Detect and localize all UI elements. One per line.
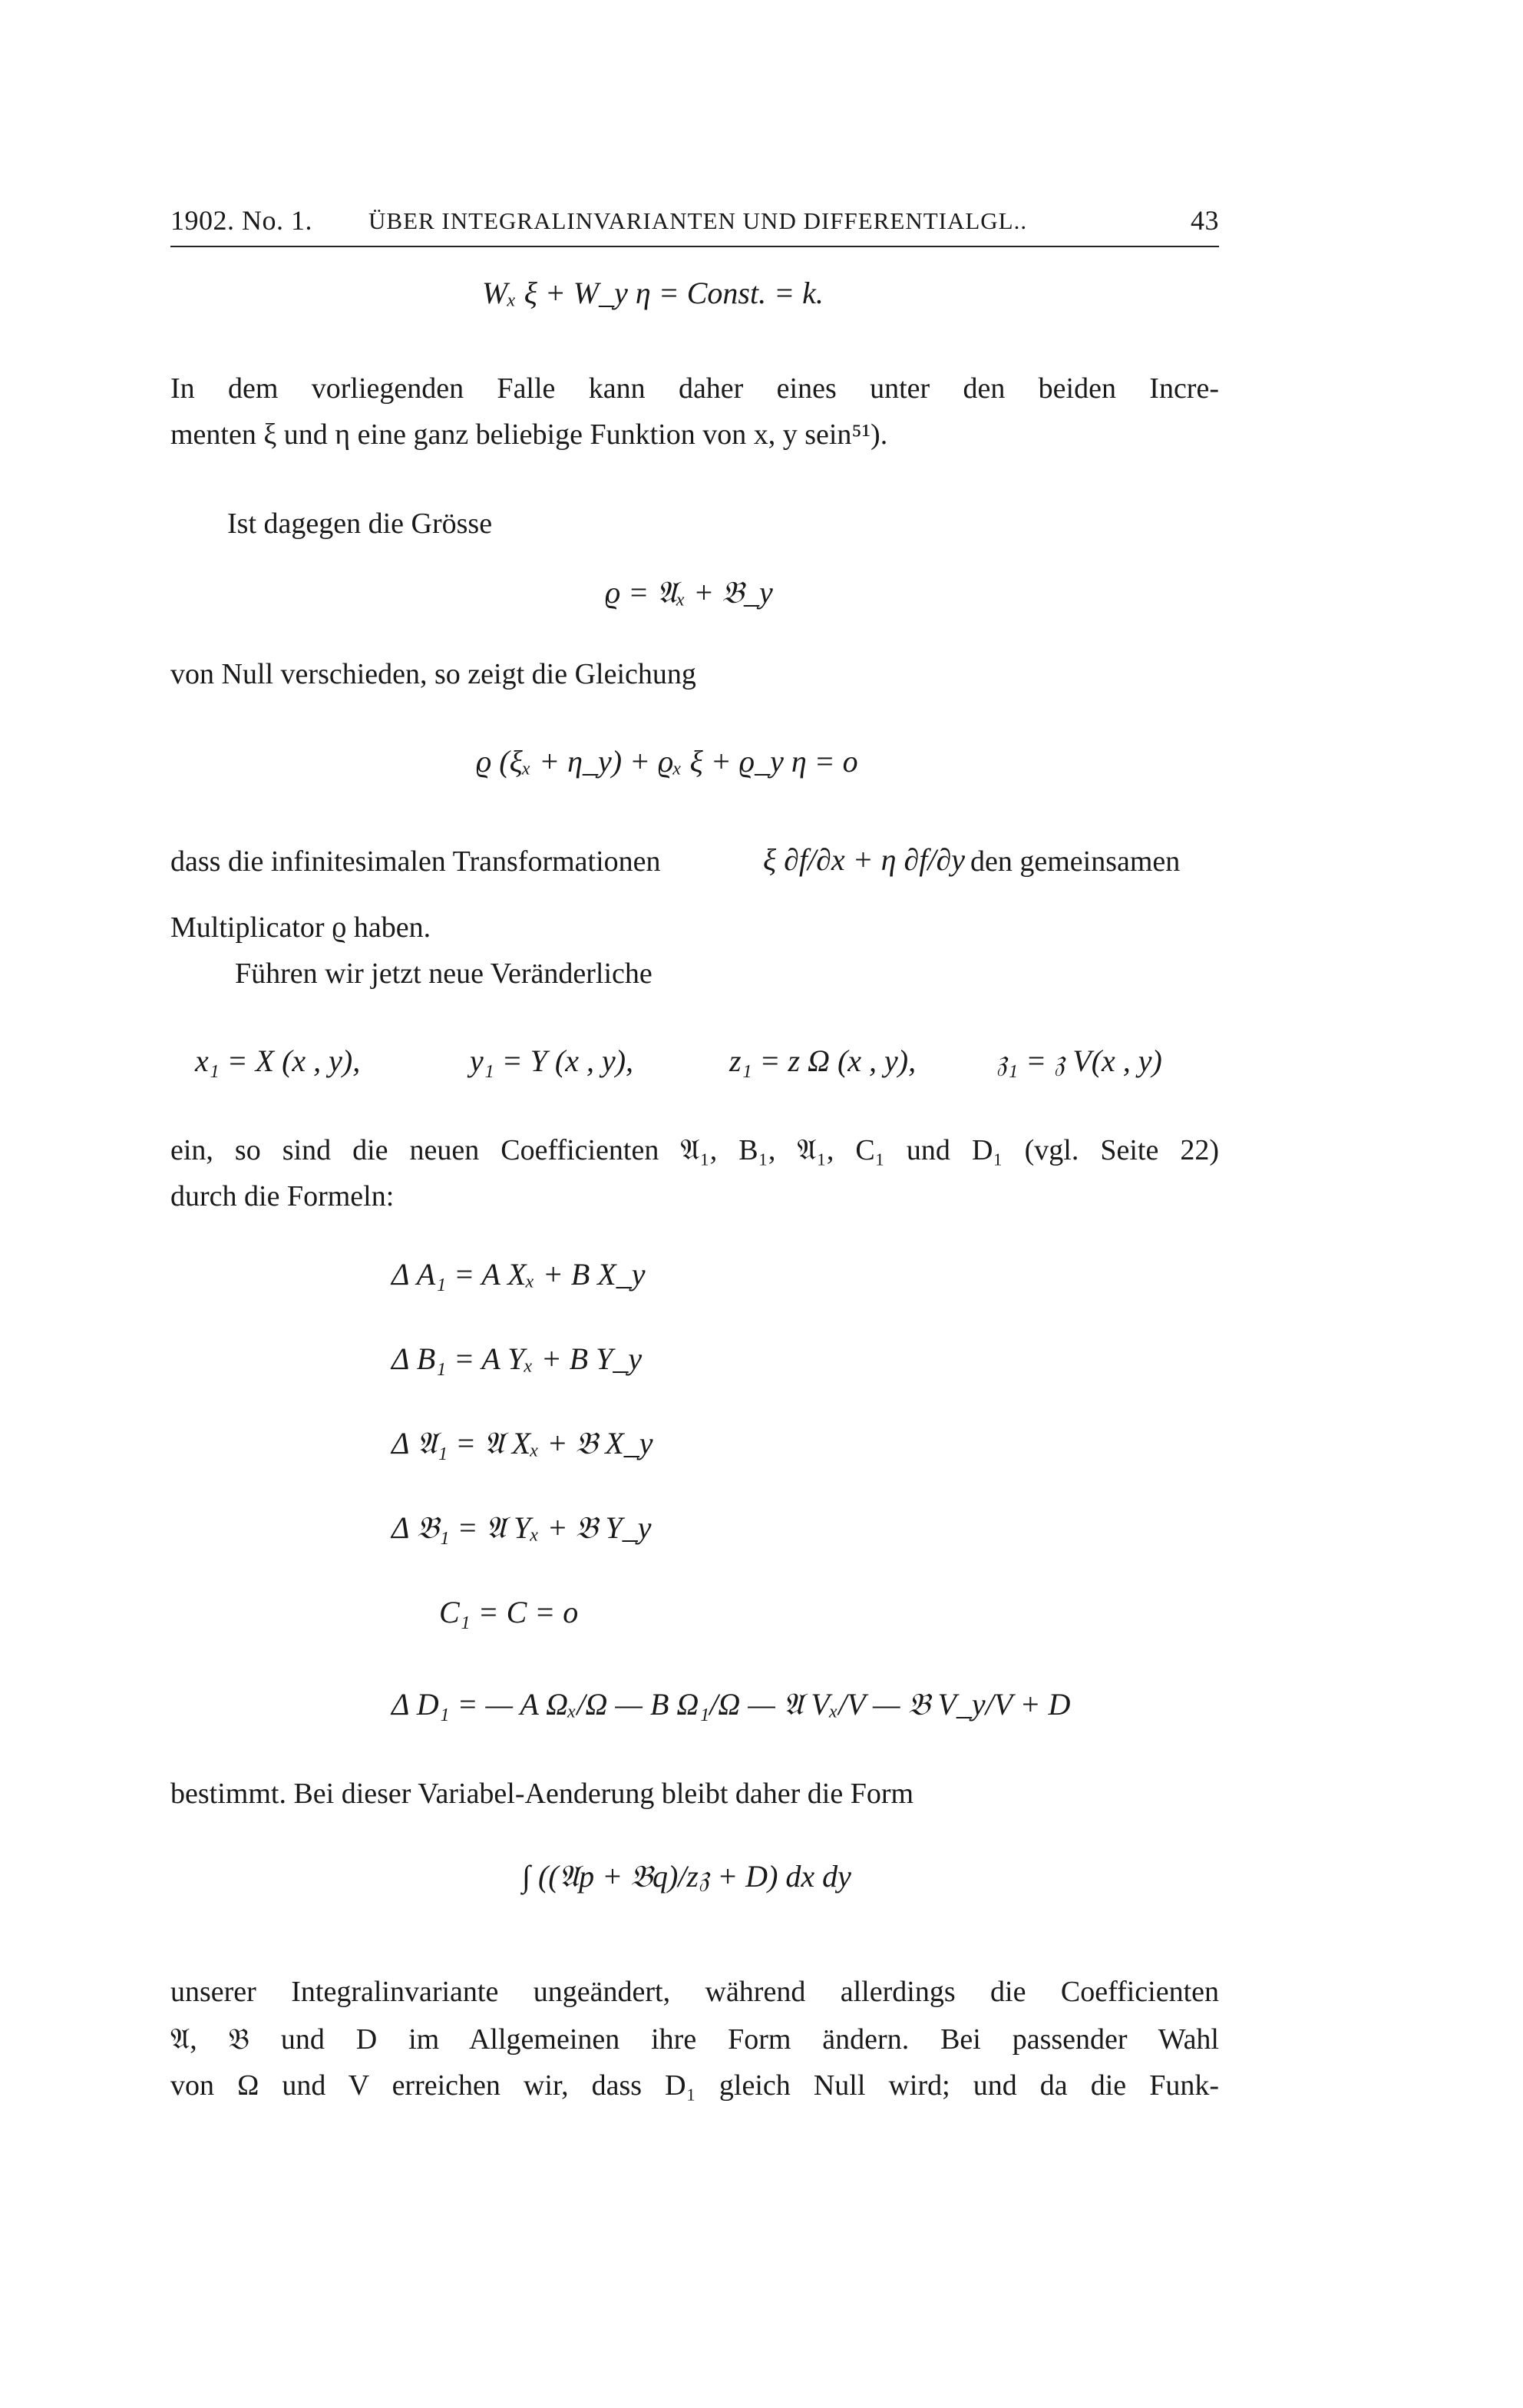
paragraph-4-line-2: Multiplicator ϱ haben. <box>170 911 431 944</box>
equation-rho-definition: ϱ = 𝔄ₓ + 𝔅_y <box>605 575 773 610</box>
equation-coeff-frakA1: Δ 𝔄₁ = 𝔄 Xₓ + 𝔅 X_y <box>391 1426 653 1460</box>
equation-transformation: ξ ∂f/∂x + η ∂f/∂y <box>763 842 965 877</box>
equation-coeff-C1: C₁ = C = o <box>439 1595 579 1629</box>
equation-coeff-A1: Δ A₁ = A Xₓ + B X_y <box>391 1257 646 1292</box>
equation-new-var-y: y₁ = Y (x , y), <box>470 1044 634 1078</box>
header-rule <box>170 246 1219 247</box>
paragraph-1-line-1: In dem vorliegenden Falle kann daher eines unter den beiden Incre- <box>170 372 1219 405</box>
paragraph-3: von Null verschieden, so zeigt die Gleichung <box>170 658 696 690</box>
equation-coeff-B1: Δ B₁ = A Yₓ + B Y_y <box>391 1341 643 1376</box>
paragraph-5: Führen wir jetzt neue Veränderliche <box>235 958 652 990</box>
running-head-title: ÜBER INTEGRALINVARIANTEN UND DIFFERENTIALGL.. <box>368 207 1028 234</box>
paragraph-4-start: dass die infinitesimalen Transformationen <box>170 845 661 878</box>
paragraph-8-line-3: von Ω und V erreichen wir, dass D₁ gleich Null wird; und da die Funk- <box>170 2069 1219 2102</box>
equation-rho: ϱ (ξₓ + η_y) + ϱₓ ξ + ϱ_y η = o <box>476 744 858 779</box>
paragraph-7: bestimmt. Bei dieser Variabel-Aenderung bleibt daher die Form <box>170 1778 914 1810</box>
paragraph-2: Ist dagegen die Grösse <box>227 508 493 540</box>
equation-const: Wₓ ξ + W_y η = Const. = k. <box>482 276 824 310</box>
equation-integral: ∫ ((𝔄p + 𝔅q)/z𝔷 + D) dx dy <box>522 1859 851 1894</box>
paragraph-8-line-1: unserer Integralinvariante ungeändert, während allerdings die Coefficienten <box>170 1976 1219 2008</box>
equation-new-var-zeta: 𝔷₁ = 𝔷 V(x , y) <box>996 1044 1162 1078</box>
paragraph-6-line-2: durch die Formeln: <box>170 1180 395 1212</box>
equation-new-var-z: z₁ = z Ω (x , y), <box>729 1044 917 1078</box>
equation-new-var-x: x₁ = X (x , y), <box>195 1044 361 1078</box>
equation-coeff-D1: Δ D₁ = — A Ωₓ/Ω — B Ω₁/Ω — 𝔄 Vₓ/V — 𝔅 V_y/V + D <box>391 1687 1071 1722</box>
paragraph-4-end: den gemeinsamen <box>970 845 1181 878</box>
paragraph-6-line-1: ein, so sind die neuen Coefficienten 𝔄₁, B₁, 𝔄₁, C₁ und D₁ (vgl. Seite 22) <box>170 1134 1219 1166</box>
paragraph-1-line-2: menten ξ und η eine ganz beliebige Funktion von x, y sein⁵¹). <box>170 418 888 451</box>
paragraph-8-line-2: 𝔄, 𝔅 und D im Allgemeinen ihre Form ändern. Bei passender Wahl <box>170 2023 1219 2056</box>
page-number: 43 <box>1191 205 1219 236</box>
equation-coeff-frakB1: Δ 𝔅₁ = 𝔄 Yₓ + 𝔅 Y_y <box>391 1510 652 1545</box>
running-head-year-number: 1902. No. 1. <box>170 205 312 236</box>
